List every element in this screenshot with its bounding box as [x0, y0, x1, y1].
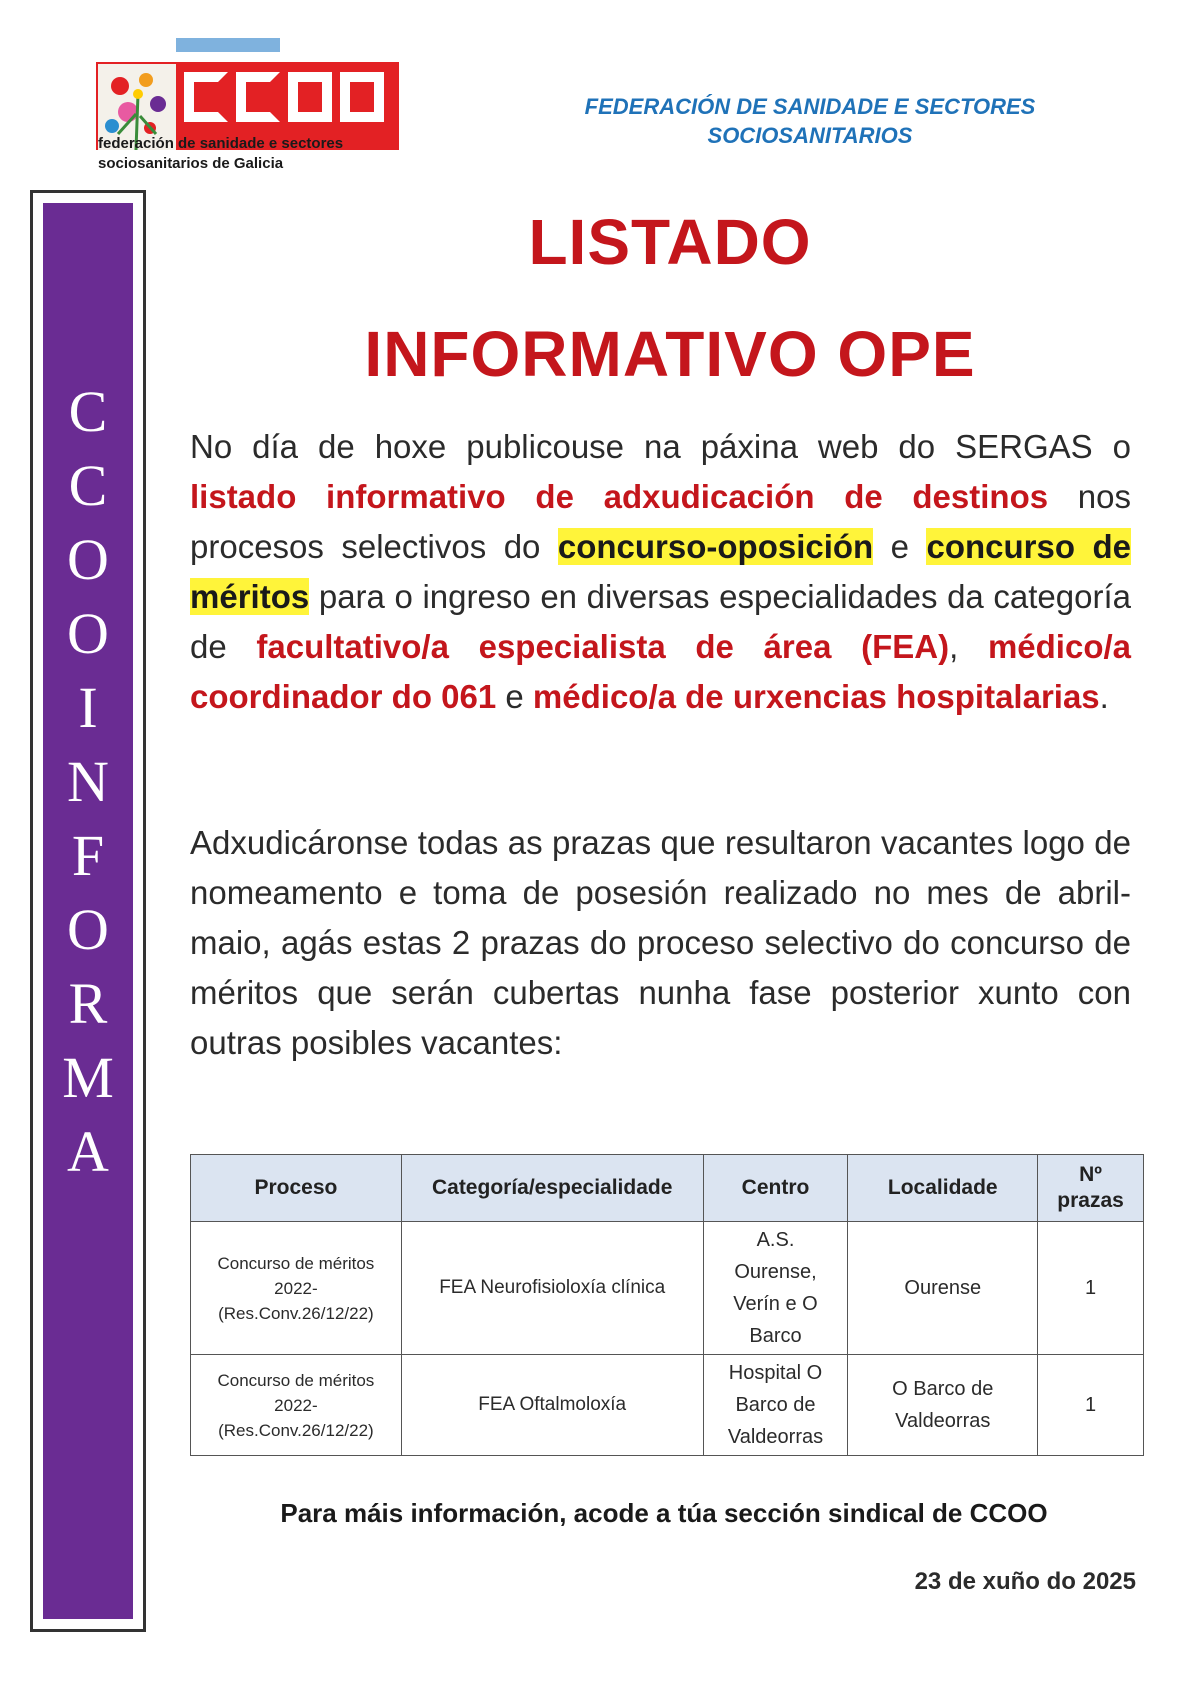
header-prazas: Nº prazas: [1038, 1155, 1144, 1222]
logo-subtitle: federación de sanidade e sectores sociosanitarios de Galicia: [98, 135, 344, 172]
cell-categoria: FEA Neurofisioloxía clínica: [401, 1222, 703, 1355]
logo-blue-bar: [176, 38, 280, 52]
sidebar-letter: M: [62, 1045, 114, 1110]
sidebar-letter: O: [67, 601, 109, 666]
sidebar-letter: F: [71, 823, 105, 888]
logo-letters: [184, 72, 384, 122]
highlight-concurso-oposicion: concurso-oposición: [557, 528, 874, 565]
cell-categoria: FEA Oftalmoloxía: [401, 1355, 703, 1456]
cell-localidade: Ourense: [848, 1222, 1038, 1355]
federation-header: FEDERACIÓN DE SANIDADE E SECTORES SOCIOSANITARIOS: [584, 94, 1036, 148]
cell-prazas: 1: [1038, 1222, 1144, 1355]
highlight-concurso-meritos: concurso de méritos: [190, 528, 1131, 615]
sidebar-letter: N: [67, 749, 109, 814]
sidebar-letter: R: [68, 971, 108, 1036]
document-date: 23 de xuño do 2025: [914, 1568, 1136, 1595]
highlight-listado: listado informativo de adxudicación de destinos: [190, 478, 1049, 515]
ccoo-logo: [96, 38, 406, 178]
sidebar-letter: C: [68, 379, 108, 444]
highlight-fea: facultativo/a especialista de área (FEA): [256, 628, 950, 665]
cell-localidade: O Barco de Valdeorras: [848, 1355, 1038, 1456]
sidebar-letter: I: [78, 675, 98, 740]
intro-paragraph: No día de hoxe publicouse na páxina web do SERGAS o listado informativo de adxudicación de destinos nos procesos selectivos do concurso-oposición e concurso de méritos para o ingreso en diversas especialidades da categoría de facultativo/a especialista de área (FEA), médico/a coordinador do 061 e médico/a de urxencias hospitalarias.: [190, 428, 1132, 715]
cell-proceso: Concurso de méritos 2022- (Res.Conv.26/12/22): [191, 1222, 402, 1355]
adjudication-paragraph: Adxudicáronse todas as prazas que resultaron vacantes logo de nomeamento e toma de posesión realizado no mes de abril-maio, agás estas 2 prazas do proceso selectivo do concurso de méritos que serán cubertas nunha fase posterior xunto con outras posibles vacantes:: [190, 824, 1131, 1061]
header-proceso: Proceso: [191, 1155, 402, 1222]
footer-info: Para máis información, acode a túa sección sindical de CCOO: [280, 1498, 1048, 1528]
sidebar-letter: O: [67, 527, 109, 592]
cell-proceso: Concurso de méritos 2022- (Res.Conv.26/12/22): [191, 1355, 402, 1456]
header-localidade: Localidade: [848, 1155, 1038, 1222]
highlight-061: médico/a coordinador do 061: [190, 628, 1132, 715]
cell-centro: Hospital O Barco de Valdeorras: [703, 1355, 848, 1456]
table-row: [191, 1355, 1144, 1456]
vacancies-table: [190, 1154, 1144, 1456]
page-title: LISTADO INFORMATIVO OPE: [364, 206, 976, 390]
sidebar-letter: A: [67, 1119, 109, 1184]
table-row: [191, 1222, 1144, 1355]
header-centro: Centro: [703, 1155, 848, 1222]
sidebar-vertical-text: [43, 375, 133, 1189]
sidebar-letter: O: [67, 897, 109, 962]
sidebar-letter: C: [68, 453, 108, 518]
sidebar-ccoo-informa: [30, 190, 146, 1632]
sidebar-panel: [43, 203, 133, 1619]
cell-prazas: 1: [1038, 1355, 1144, 1456]
table-header-row: [191, 1155, 1144, 1222]
cell-centro: A.S. Ourense, Verín e O Barco: [703, 1222, 848, 1355]
highlight-urxencias: médico/a de urxencias hospitalarias: [532, 678, 1100, 715]
header-categoria: Categoría/especialidade: [401, 1155, 703, 1222]
